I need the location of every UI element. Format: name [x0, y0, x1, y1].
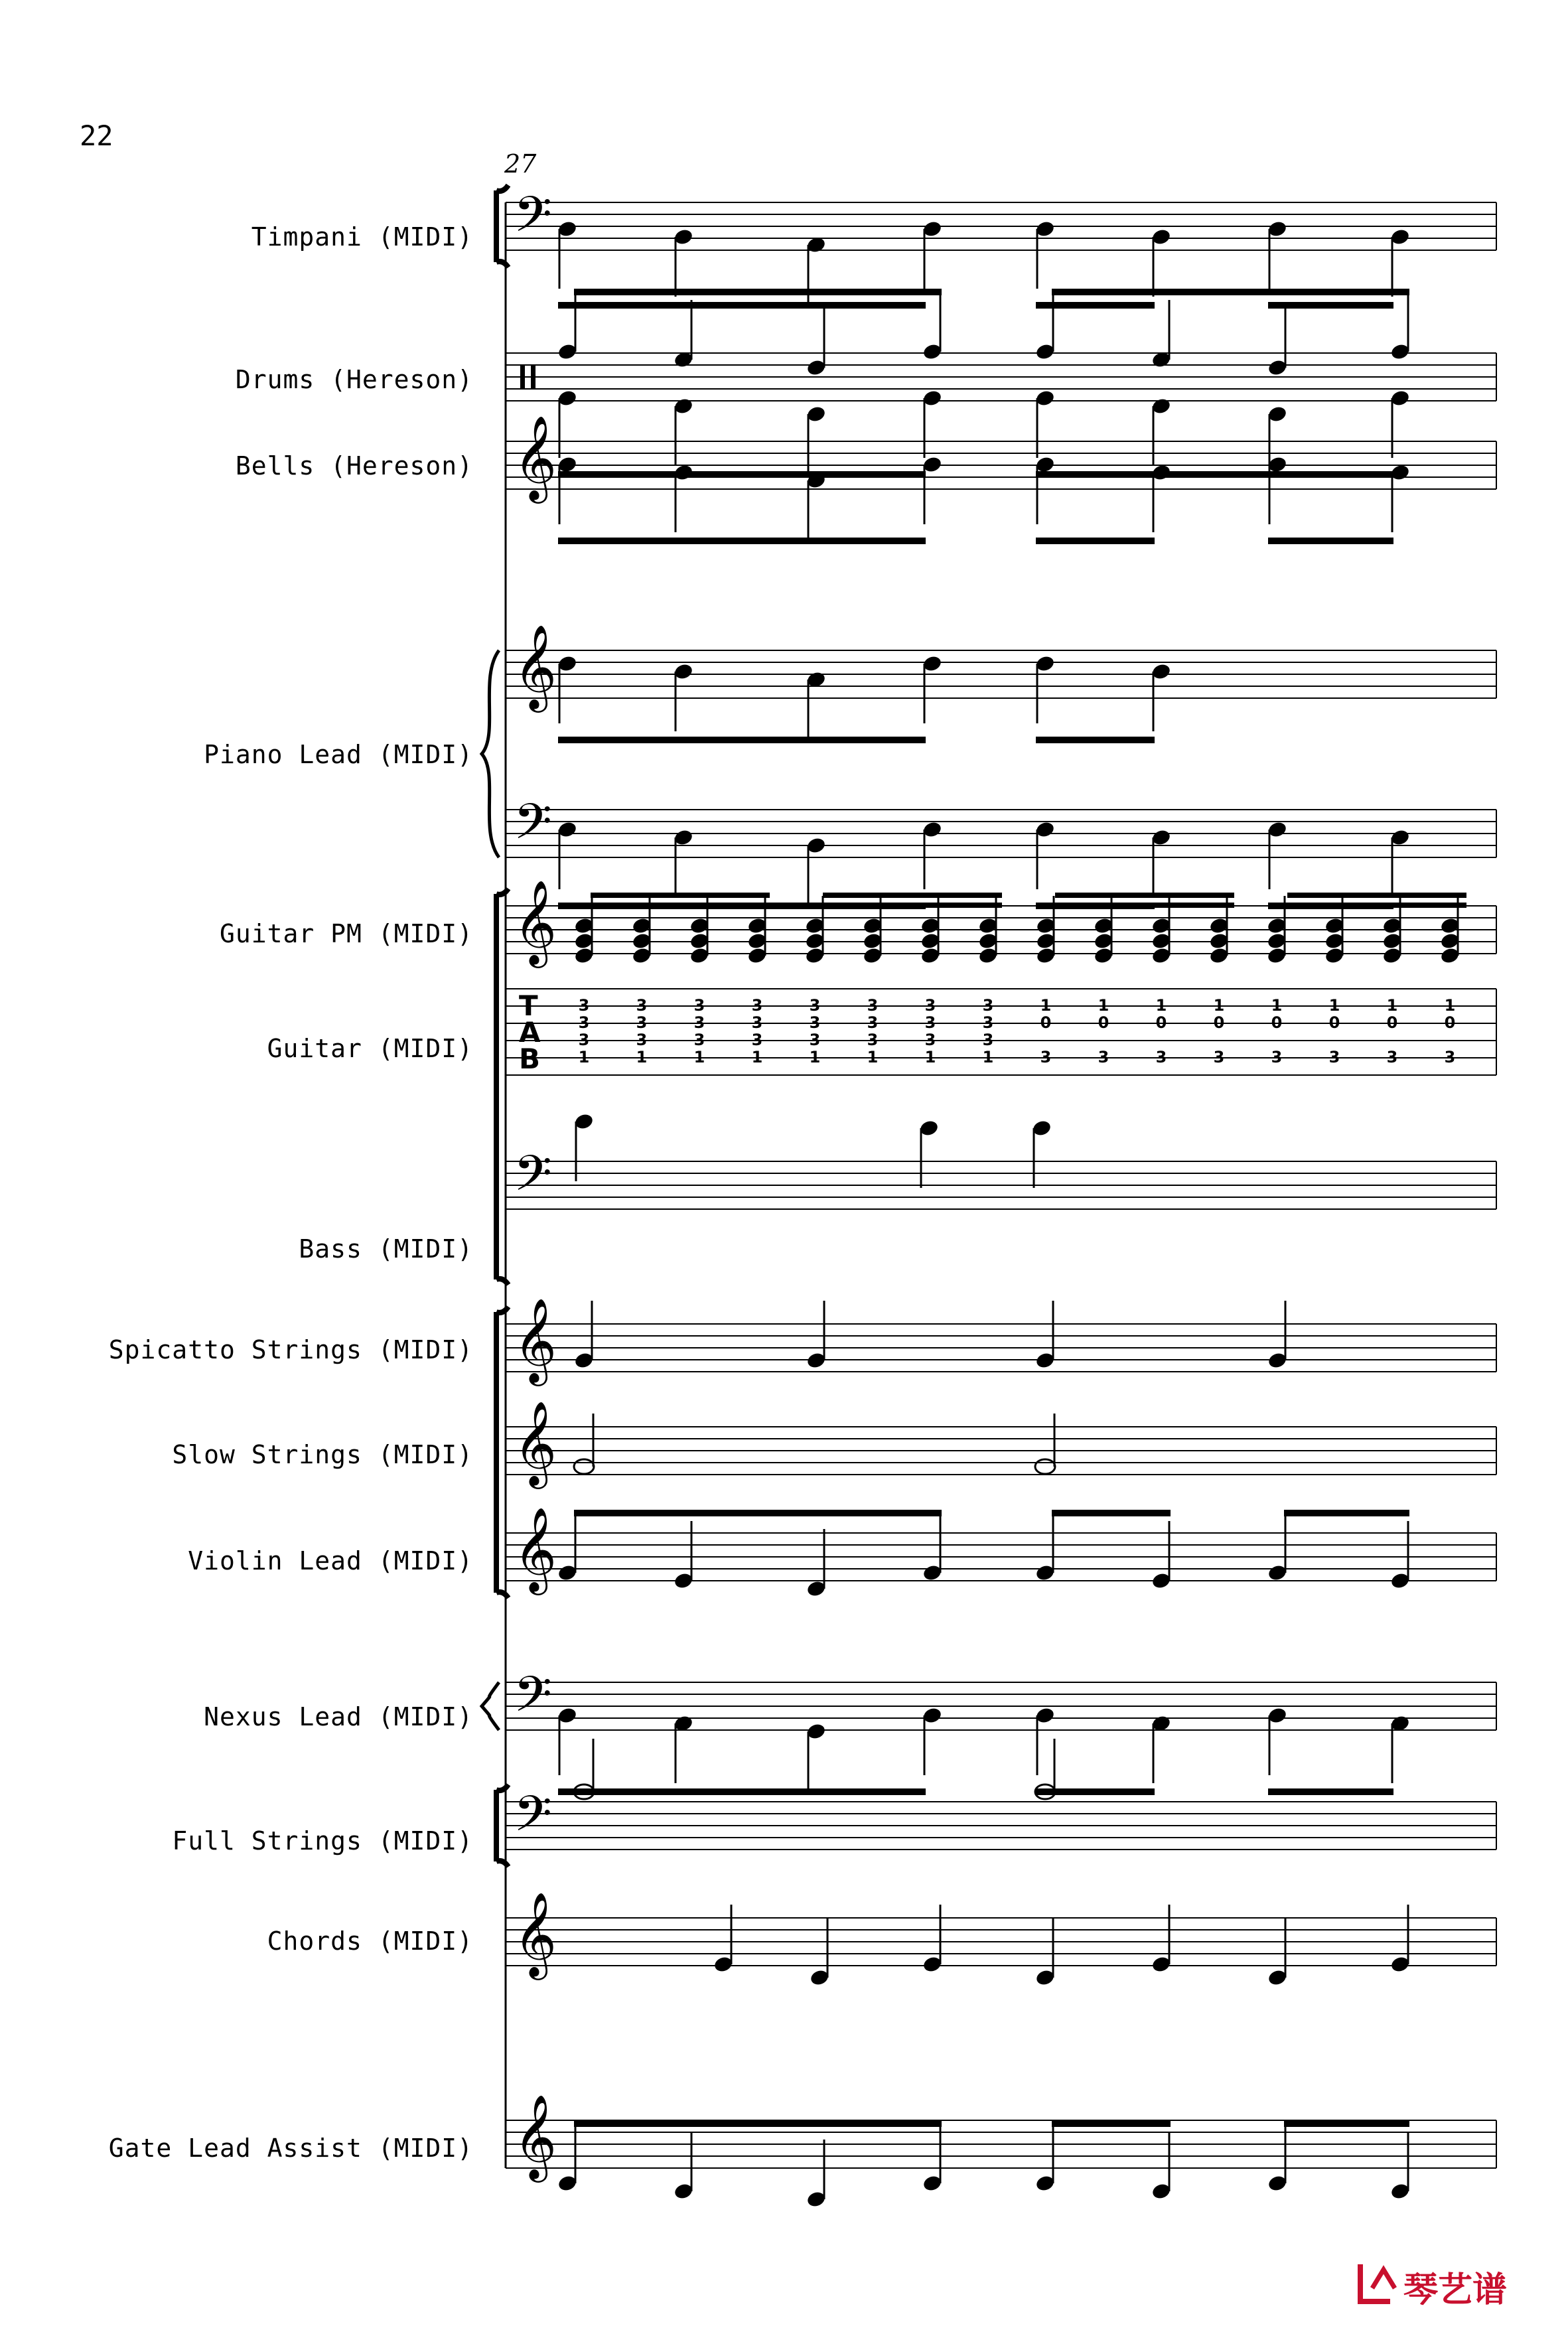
- tab-fret-number: 3: [693, 1013, 705, 1032]
- label-guitar-pm: Guitar PM (MIDI): [219, 919, 473, 948]
- beam: [591, 893, 770, 898]
- tab-clef-letter: B: [519, 1043, 541, 1075]
- beam: [1284, 1510, 1409, 1516]
- treble-clef-icon: 𝄞: [514, 1400, 557, 1485]
- tab-fret-number: 3: [578, 1031, 590, 1049]
- label-bass: Bass (MIDI): [299, 1234, 473, 1264]
- beam: [1287, 893, 1466, 898]
- treble-clef-icon: 𝄞: [514, 879, 557, 964]
- tab-fret-number: 0: [1040, 1013, 1052, 1032]
- tab-fret-number: 0: [1155, 1013, 1167, 1032]
- tab-fret-number: 3: [982, 996, 994, 1015]
- tab-fret-number: 1: [1155, 996, 1167, 1015]
- tab-fret-number: 1: [636, 1048, 648, 1066]
- treble-clef-icon: 𝄞: [514, 2094, 557, 2179]
- label-full-strings: Full Strings (MIDI): [172, 1826, 473, 1855]
- beam: [1284, 2120, 1409, 2127]
- label-bells: Bells (Hereson): [235, 451, 473, 480]
- beam: [1268, 538, 1393, 544]
- label-drums: Drums (Hereson): [235, 365, 473, 394]
- tab-fret-number: 1: [1040, 996, 1052, 1015]
- tab-fret-number: 3: [924, 1031, 936, 1049]
- tab-clef-letter: A: [519, 1016, 541, 1049]
- treble-clef-icon: 𝄞: [514, 415, 557, 500]
- tab-fret-number: 0: [1328, 1013, 1340, 1032]
- tab-fret-number: 0: [1444, 1013, 1456, 1032]
- half-notehead: [1035, 1459, 1055, 1474]
- tab-fret-number: 0: [1213, 1013, 1225, 1032]
- tab-fret-number: 3: [982, 1013, 994, 1032]
- beam: [574, 289, 942, 295]
- bass-clef-icon: 𝄢: [514, 1145, 552, 1214]
- beam: [558, 471, 926, 478]
- tab-fret-number: 3: [636, 1031, 648, 1049]
- tab-fret-number: 3: [751, 996, 763, 1015]
- beam: [1052, 2120, 1171, 2127]
- beam: [1268, 1788, 1393, 1795]
- page-number: 22: [80, 119, 113, 152]
- tab-fret-number: 1: [924, 1048, 936, 1066]
- tab-fret-number: 1: [982, 1048, 994, 1066]
- tab-fret-number: 3: [809, 1013, 821, 1032]
- beam: [823, 893, 1002, 898]
- tab-fret-number: 3: [578, 1013, 590, 1032]
- treble-clef-icon: 𝄞: [514, 1891, 557, 1976]
- tab-fret-number: 3: [867, 1031, 879, 1049]
- tab-fret-number: 3: [1271, 1048, 1283, 1066]
- tab-fret-number: 3: [982, 1031, 994, 1049]
- tab-fret-number: 3: [1328, 1048, 1340, 1066]
- tab-fret-number: 3: [1444, 1048, 1456, 1066]
- tab-fret-number: 3: [1040, 1048, 1052, 1066]
- label-nexus-lead: Nexus Lead (MIDI): [204, 1702, 473, 1731]
- tab-fret-number: 3: [751, 1013, 763, 1032]
- tab-fret-number: 0: [1271, 1013, 1283, 1032]
- tab-fret-number: 3: [1155, 1048, 1167, 1066]
- label-spicatto-strings: Spicatto Strings (MIDI): [108, 1335, 473, 1364]
- tab-fret-number: 0: [1098, 1013, 1109, 1032]
- treble-clef-icon: 𝄞: [514, 624, 557, 709]
- beam: [591, 903, 770, 908]
- tab-fret-number: 1: [578, 1048, 590, 1066]
- beam: [1036, 471, 1393, 478]
- tab-fret-number: 3: [693, 1031, 705, 1049]
- tab-fret-number: 3: [867, 996, 879, 1015]
- tab-fret-number: 1: [809, 1048, 821, 1066]
- beam: [1052, 1510, 1171, 1516]
- beam: [558, 737, 926, 743]
- treble-clef-icon: 𝄞: [514, 1506, 557, 1591]
- tab-fret-number: 3: [1098, 1048, 1109, 1066]
- label-gate-lead-assist: Gate Lead Assist (MIDI): [108, 2134, 473, 2163]
- beam: [558, 1788, 926, 1795]
- tab-fret-number: 3: [636, 1013, 648, 1032]
- tab-fret-number: 1: [1098, 996, 1109, 1015]
- percussion-clef-icon: [520, 365, 525, 389]
- tab-fret-number: 0: [1386, 1013, 1398, 1032]
- brace: [482, 1682, 499, 1730]
- tab-fret-number: 3: [924, 996, 936, 1015]
- bass-clef-icon: 𝄢: [514, 1666, 552, 1735]
- label-timpani: Timpani (MIDI): [251, 222, 473, 252]
- bass-clef-icon: 𝄢: [514, 186, 552, 255]
- label-slow-strings: Slow Strings (MIDI): [172, 1440, 473, 1469]
- tab-fret-number: 3: [809, 996, 821, 1015]
- tab-fret-number: 1: [751, 1048, 763, 1066]
- half-notehead: [574, 1459, 594, 1474]
- tab-clef-letter: T: [519, 989, 538, 1022]
- beam: [823, 903, 1002, 908]
- label-piano-lead: Piano Lead (MIDI): [204, 740, 473, 769]
- tab-fret-number: 3: [693, 996, 705, 1015]
- tab-fret-number: 1: [1271, 996, 1283, 1015]
- beam: [558, 302, 926, 309]
- tab-fret-number: 3: [1213, 1048, 1225, 1066]
- measure-number: 27: [504, 149, 537, 179]
- percussion-clef-icon: [531, 365, 535, 389]
- bass-clef-icon: 𝄢: [514, 793, 552, 863]
- tab-fret-number: 1: [867, 1048, 879, 1066]
- tab-fret-number: 3: [867, 1013, 879, 1032]
- tab-fret-number: 1: [1213, 996, 1225, 1015]
- tab-fret-number: 3: [924, 1013, 936, 1032]
- bass-clef-icon: 𝄢: [514, 1785, 552, 1855]
- tab-fret-number: 3: [809, 1031, 821, 1049]
- tab-fret-number: 3: [751, 1031, 763, 1049]
- tab-fret-number: 3: [578, 996, 590, 1015]
- beam: [1287, 903, 1466, 908]
- label-guitar: Guitar (MIDI): [267, 1034, 473, 1063]
- label-chords: Chords (MIDI): [267, 1927, 473, 1956]
- tab-fret-number: 1: [1328, 996, 1340, 1015]
- beam: [1052, 289, 1409, 295]
- beam: [1036, 538, 1155, 544]
- label-violin-lead: Violin Lead (MIDI): [188, 1546, 473, 1575]
- tab-fret-number: 1: [1444, 996, 1456, 1015]
- beam: [574, 2120, 942, 2127]
- beam: [1036, 737, 1155, 743]
- tab-fret-number: 3: [1386, 1048, 1398, 1066]
- tab-fret-number: 1: [1386, 996, 1398, 1015]
- brace: [482, 650, 499, 857]
- beam: [1055, 893, 1234, 898]
- treble-clef-icon: 𝄞: [514, 1297, 557, 1382]
- beam: [1268, 302, 1393, 309]
- tab-fret-number: 3: [636, 996, 648, 1015]
- beam: [574, 1510, 942, 1516]
- watermark-text: 琴艺谱: [1403, 2270, 1508, 2310]
- tab-fret-number: 1: [693, 1048, 705, 1066]
- beam: [1055, 903, 1234, 908]
- beam: [558, 538, 926, 544]
